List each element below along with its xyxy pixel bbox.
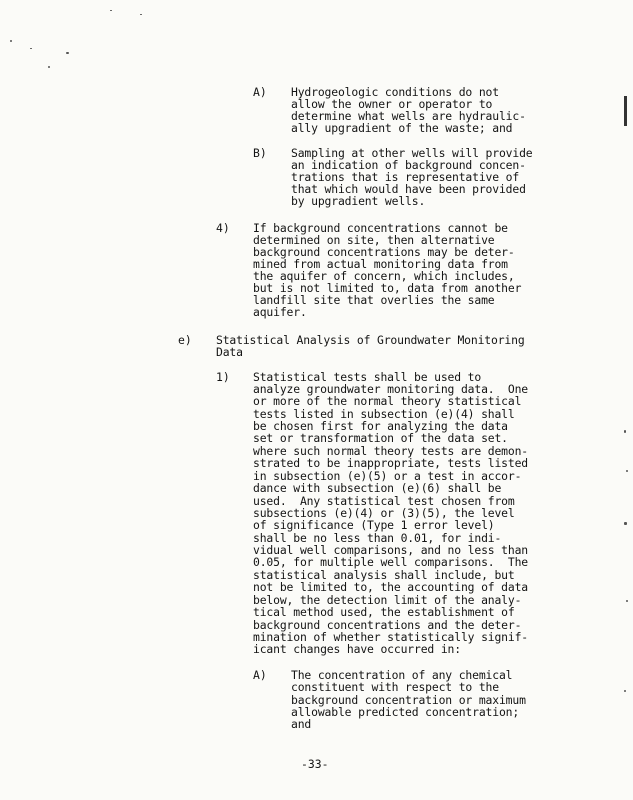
text-line: be chosen first for analyzing the data xyxy=(253,419,508,433)
text-line: the aquifer of concern, which includes, xyxy=(253,269,515,283)
text-line: background concentration or maximum xyxy=(291,693,526,707)
text-line: mination of whether statistically signif- xyxy=(253,630,529,644)
text-line: statistical analysis shall include, but xyxy=(253,568,515,582)
text-line: where such normal theory tests are demon- xyxy=(253,444,529,458)
text-line: landfill site that overlies the same xyxy=(253,293,495,307)
item-label: 1) xyxy=(216,370,230,384)
text-line: allowable predicted concentration; xyxy=(291,705,520,719)
text-line: allow the owner or operator to xyxy=(291,97,493,111)
text-line: The concentration of any chemical xyxy=(291,668,513,682)
scan-edge-mark xyxy=(624,96,627,126)
scan-speck xyxy=(624,522,627,525)
text-line: tical method used, the establishment of xyxy=(253,605,515,619)
text-line: constituent with respect to the xyxy=(291,680,499,694)
scan-speck xyxy=(626,600,628,602)
text-line: an indication of background concen- xyxy=(291,158,526,172)
text-line: icant changes have occurred in: xyxy=(253,642,461,656)
text-line: tests listed in subsection (e)(4) shall xyxy=(253,407,515,421)
text-line: If background concentrations cannot be xyxy=(253,221,508,235)
scan-speck xyxy=(10,40,12,42)
text-line: aquifer. xyxy=(253,305,307,319)
text-line: shall be no less than 0.01, for indi- xyxy=(253,531,502,545)
text-line: 0.05, for multiple well comparisons. The xyxy=(253,555,529,569)
text-line: Sampling at other wells will provide xyxy=(291,146,533,160)
text-line: below, the detection limit of the analy- xyxy=(253,593,522,607)
scan-speck xyxy=(110,10,112,11)
text-line: that which would have been provided xyxy=(291,182,526,196)
page-number: -33- xyxy=(301,757,329,771)
scan-speck xyxy=(140,14,142,15)
text-line: Hydrogeologic conditions do not xyxy=(291,85,499,99)
text-line: background concentrations may be deter- xyxy=(253,245,515,259)
text-line: of significance (Type 1 error level) xyxy=(253,518,495,532)
text-line: dance with subsection (e)(6) shall be xyxy=(253,481,502,495)
text-line: strated to be inappropriate, tests listed xyxy=(253,456,529,470)
scan-speck xyxy=(30,48,32,49)
text-line: background concentrations and the deter- xyxy=(253,618,522,632)
section-heading-line: Statistical Analysis of Groundwater Monitoring xyxy=(216,333,525,347)
text-line: determined on site, then alternative xyxy=(253,233,495,247)
text-line: mined from actual monitoring data from xyxy=(253,257,508,271)
text-line: used. Any statistical test chosen from xyxy=(253,494,515,508)
text-line: determine what wells are hydraulic- xyxy=(291,109,526,123)
item-label: 4) xyxy=(216,221,230,235)
text-line: not be limited to, the accounting of data xyxy=(253,580,529,594)
item-label: B) xyxy=(253,146,267,160)
text-line: analyze groundwater monitoring data. One xyxy=(253,382,529,396)
section-heading-line: Data xyxy=(216,345,243,359)
text-line: Statistical tests shall be used to xyxy=(253,370,482,384)
text-line: in subsection (e)(5) or a test in accor- xyxy=(253,469,522,483)
text-line: vidual well comparisons, and no less than xyxy=(253,543,529,557)
text-line: set or transformation of the data set. xyxy=(253,431,508,445)
scan-speck xyxy=(626,470,628,472)
text-line: subsections (e)(4) or (3)(5), the level xyxy=(253,506,515,520)
scan-speck xyxy=(624,430,626,433)
section-label: e) xyxy=(178,333,192,347)
text-line: and xyxy=(291,717,312,731)
item-label: A) xyxy=(253,668,267,682)
scan-speck xyxy=(624,690,626,692)
scan-speck xyxy=(48,66,50,68)
scan-speck xyxy=(66,52,69,54)
text-line: or more of the normal theory statistical xyxy=(253,394,522,408)
text-line: by upgradient wells. xyxy=(291,194,426,208)
text-line: trations that is representative of xyxy=(291,170,520,184)
item-label: A) xyxy=(253,85,267,99)
text-line: ally upgradient of the waste; and xyxy=(291,121,513,135)
text-line: but is not limited to, data from another xyxy=(253,281,522,295)
